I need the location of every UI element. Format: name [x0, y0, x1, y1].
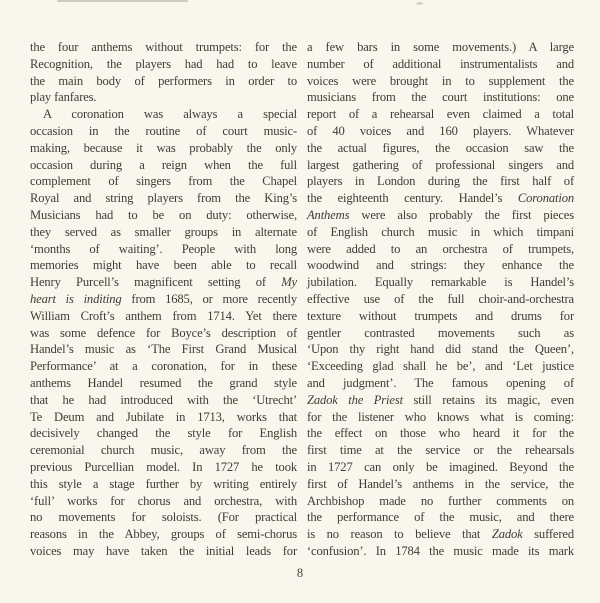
text-line: jubilation. Equally remarkable is Handel’s	[307, 275, 574, 290]
text-line: Henry Purcell’s magnificent setting of My	[30, 275, 297, 290]
text-line: was some defence for Boyce’s description of	[30, 325, 297, 340]
text-line: the main body of performers in order to	[30, 73, 297, 88]
text-line: Te Deum and Jubilate in 1713, works that	[30, 409, 297, 424]
text-line: voices were brought in to supplement the	[307, 73, 574, 88]
text-line: anthems Handel resumed the grand style	[30, 375, 297, 390]
text-line: of English church music in which timpani	[307, 224, 574, 239]
text-line: voices may have taken the initial leads for	[30, 543, 297, 558]
text-line: that he had introduced with the ‘Utrecht’	[30, 392, 297, 407]
text-line: ‘full’ works for chorus and orchestra, with	[30, 493, 297, 508]
text-line: play fanfares.	[30, 90, 97, 105]
text-line: making, because it was probably the only	[30, 140, 297, 155]
text-line: Archbishop made no further comments on	[307, 493, 574, 508]
text-line: Royal and string players from the King’s	[30, 191, 297, 206]
text-line: first of Handel’s anthems in the service, the	[307, 476, 574, 491]
text-line: A coronation was always a special	[43, 107, 297, 122]
text-line: gentler contrasted movements such as	[307, 325, 574, 340]
text-line: in 1727 can only be imagined. Beyond the	[307, 459, 574, 474]
text-line: for the listener who knows what is coming:	[307, 409, 574, 424]
text-line: of 40 voices and 160 players. Whatever	[307, 123, 574, 138]
text-line: decisively changed the style for English	[30, 426, 297, 441]
text-line: first time at the service or the rehearsals	[307, 443, 574, 458]
text-line: previous Purcellian model. In 1727 he took	[30, 459, 297, 474]
text-line: woodwind and strings: they enhance the	[307, 258, 574, 273]
text-line: the actual figures, the occasion saw the	[307, 140, 574, 155]
text-line: ceremonial church music, away from the	[30, 443, 297, 458]
right-column	[307, 39, 574, 560]
text-line: ‘confusion’. In 1784 the music made its mark	[307, 543, 574, 558]
text-line: no movements for soloists. (For practical	[30, 510, 297, 525]
text-line: they served as smaller groups in alternate	[30, 224, 297, 239]
left-column	[30, 39, 297, 560]
text-line: the eighteenth century. Handel’s Coronation	[307, 191, 574, 206]
text-line: largest gathering of professional singers and	[307, 157, 574, 172]
text-line: reasons in the Abbey, groups of semi-chorus	[30, 527, 297, 542]
text-line: Anthems were also probably the first pieces	[307, 207, 574, 222]
text-line: Zadok the Priest still retains its magic, even	[307, 392, 574, 407]
text-line: a few bars in some movements.) A large	[307, 40, 574, 54]
text-line: the effect on those who heard it for the	[307, 426, 574, 441]
text-line: report of a rehearsal even claimed a total	[307, 107, 574, 122]
text-line: occasion during a reign when the full	[30, 157, 297, 172]
text-line: the four anthems without trumpets: for the	[30, 40, 297, 54]
text-line: the performance of the music, and there	[307, 510, 574, 525]
text-line: Musicians had to be on duty: otherwise,	[30, 207, 297, 222]
text-line: were added to an orchestra of trumpets,	[307, 241, 574, 256]
text-line: ‘Upon thy right hand did stand the Queen’,	[307, 342, 574, 357]
text-line: number of additional instrumentalists and	[307, 56, 574, 71]
text-line: ‘Exceeding glad shall he be’, and ‘Let justice	[307, 359, 574, 374]
text-line: complement of singers from the Chapel	[30, 174, 297, 189]
text-line: Performance’ at a coronation, for in these	[30, 359, 297, 374]
text-line: this style a stage further by writing entirely	[30, 476, 297, 491]
text-line: heart is inditing from 1685, or more recently	[30, 291, 297, 306]
text-line: ‘months of waiting’. People with long	[30, 241, 297, 256]
scan-artifact	[57, 0, 188, 2]
text-line: occasion in the routine of court music-	[30, 123, 297, 138]
text-line: and judgment’. The famous opening of	[307, 375, 574, 390]
text-line: texture without trumpets and drums for	[307, 308, 574, 323]
text-line: Recognition, the players had had to leave	[30, 56, 297, 71]
text-line: musicians from the court institutions: one	[307, 90, 574, 105]
text-columns	[30, 39, 574, 560]
page-number: 8	[296, 566, 304, 580]
text-line: Handel’s music as ‘The First Grand Musical	[30, 342, 297, 357]
scan-artifact	[416, 2, 423, 5]
text-line: William Croft’s anthem from 1714. Yet there	[30, 308, 297, 323]
text-line: is no reason to believe that Zadok suffered	[307, 527, 575, 542]
text-line: players in London during the first half of	[307, 174, 574, 189]
text-line: effective use of the full choir-and-orchestra	[307, 291, 574, 306]
text-line: memories might have been able to recall	[30, 258, 297, 273]
